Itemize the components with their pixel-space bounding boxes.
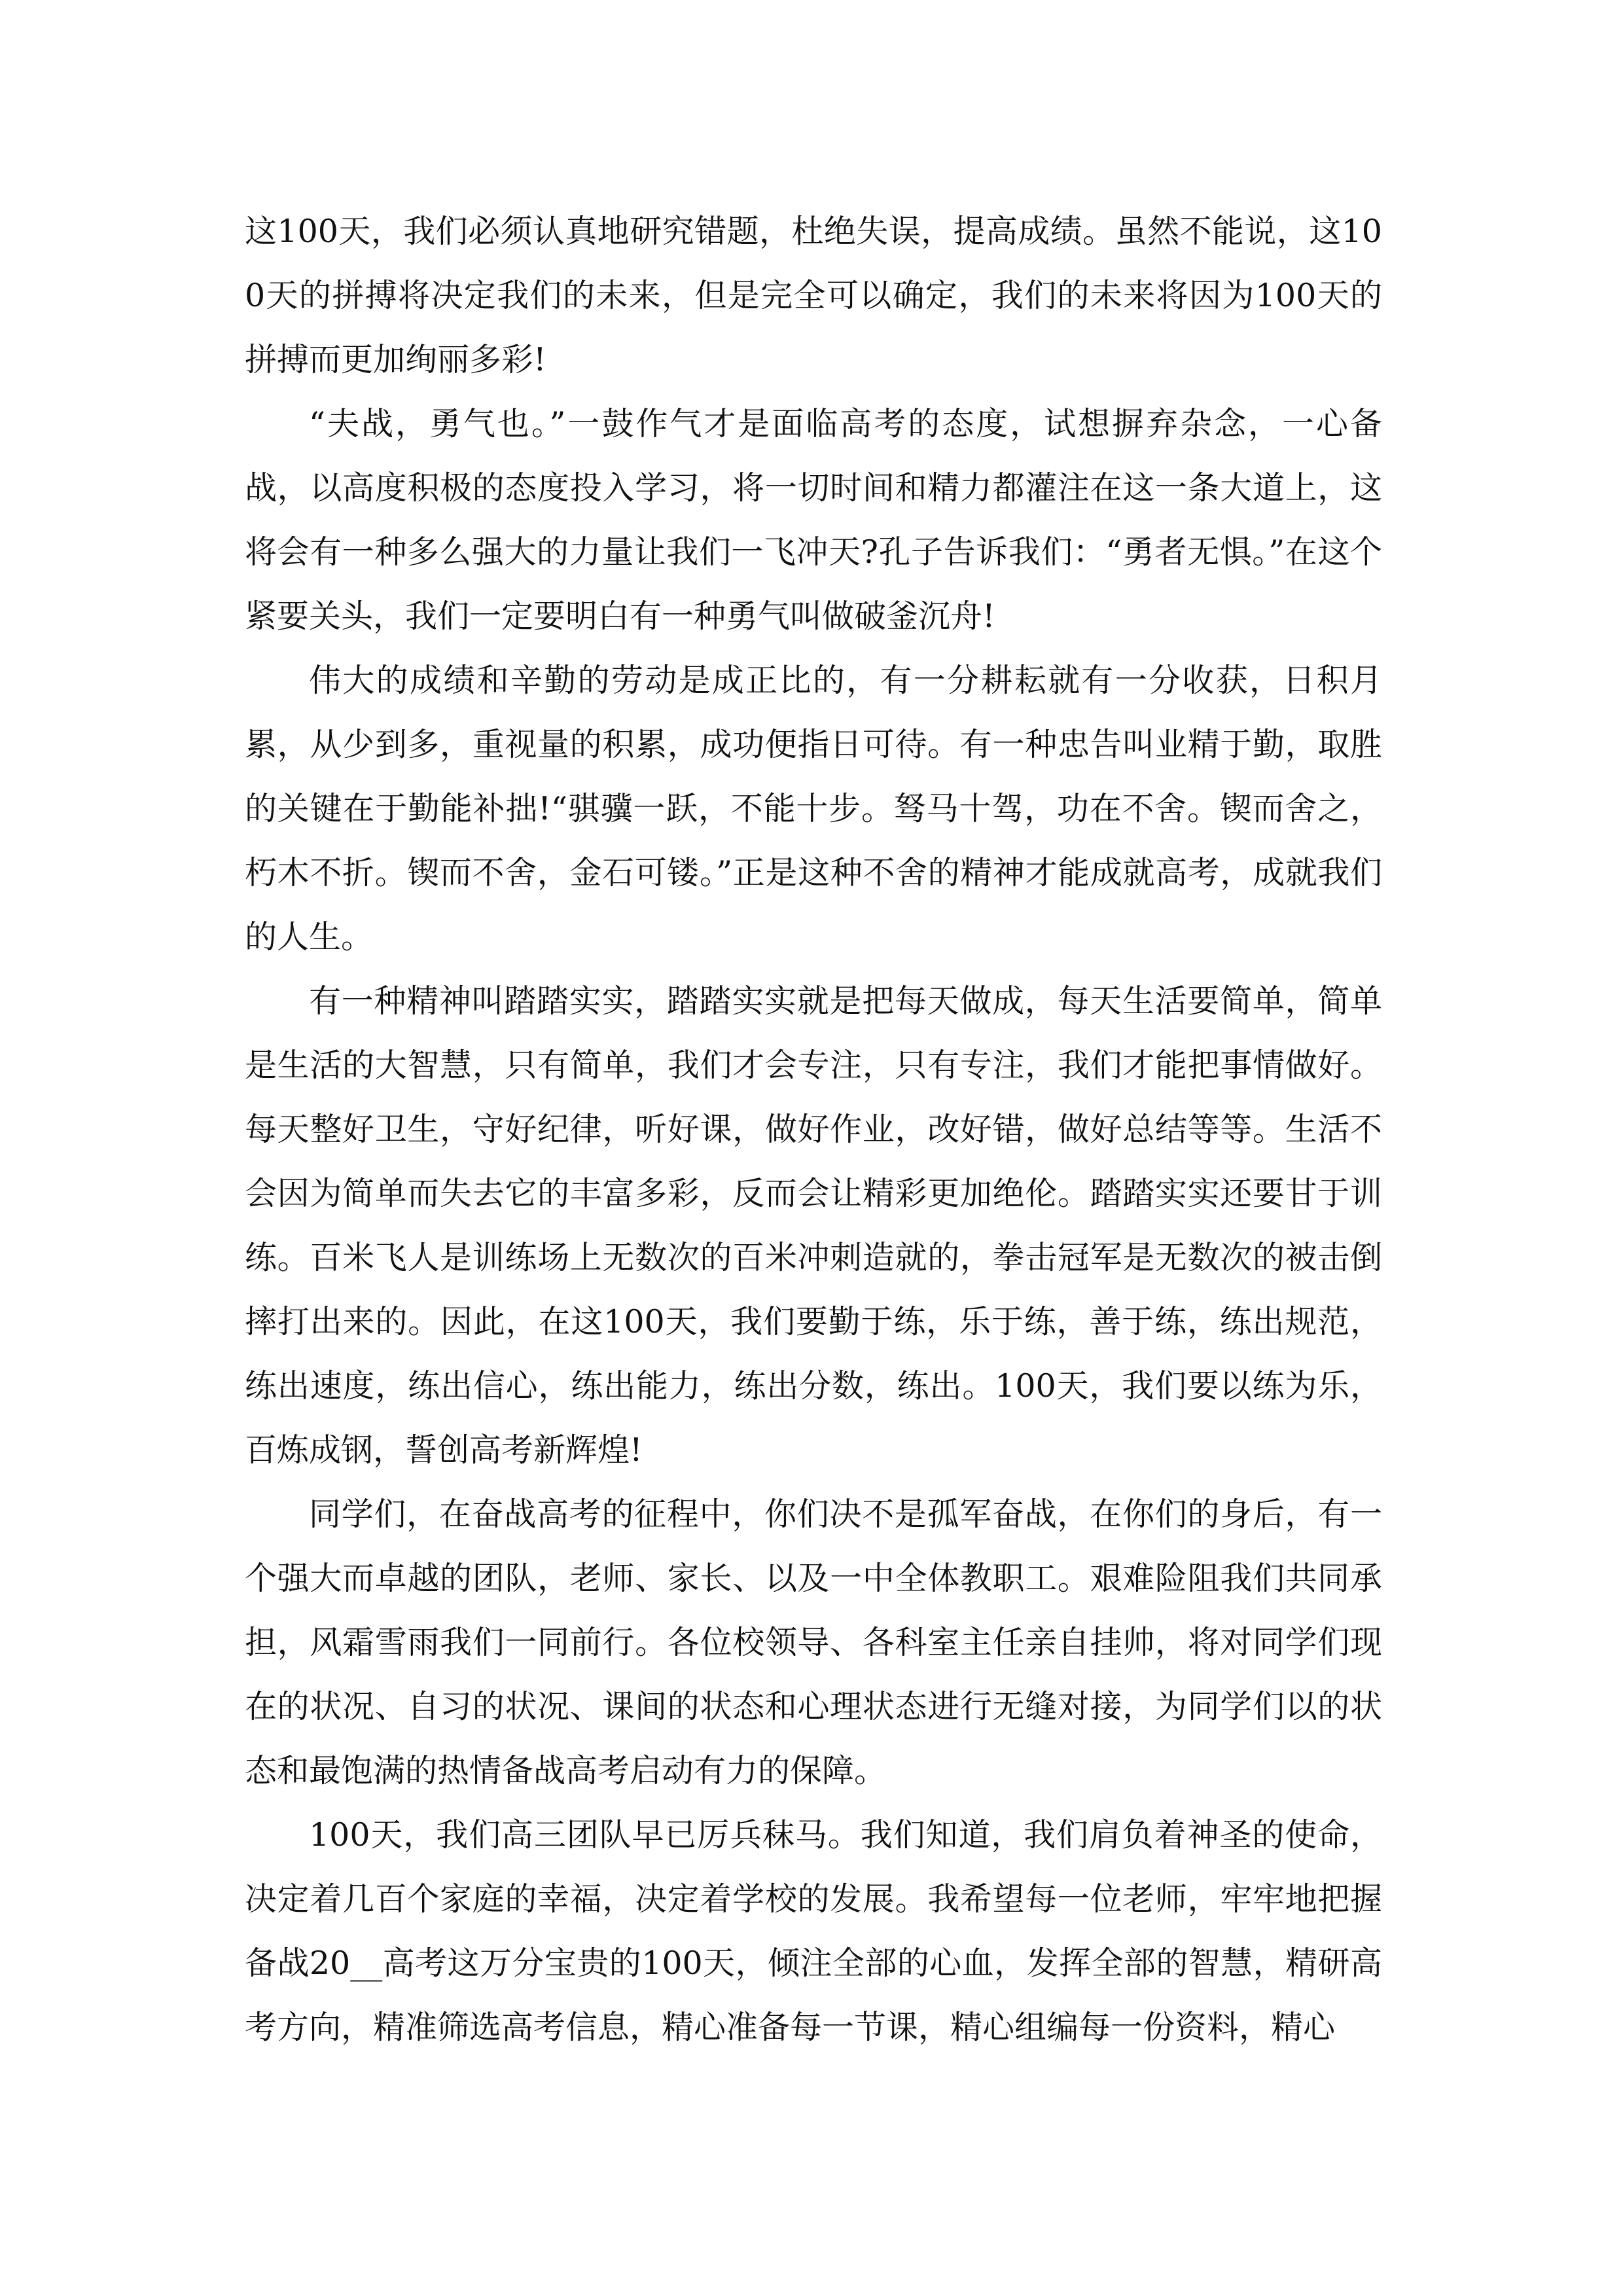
paragraph: 同学们，在奋战高考的征程中，你们决不是孤军奋战，在你们的身后，有一个强大而卓越的团队，老师、家长、以及一中全体教职工。艰难险阻我们共同承担，风霜雪雨我们一同前行。各位校领导、各科室主任亲自挂帅，将对同学们现在的状况、自习的状况、课间的状态和心理状态进行无缝对接，为同学们以的状态和最饱满的热情备战高考启动有力的保障。 [245, 1496, 1382, 1789]
document-body [245, 200, 1382, 2060]
paragraph: “夫战，勇气也。”一鼓作气才是面临高考的态度，试想摒弃杂念，一心备战，以高度积极的态度投入学习，将一切时间和精力都灌注在这一条大道上，这将会有一种多么强大的力量让我们一飞冲天?孔子告诉我们：“勇者无惧。”在这个紧要关头，我们一定要明白有一种勇气叫做破釜沉舟! [245, 405, 1382, 635]
paragraph: 伟大的成绩和辛勤的劳动是成正比的，有一分耕耘就有一分收获，日积月累，从少到多，重视量的积累，成功便指日可待。有一种忠告叫业精于勤，取胜的关键在于勤能补拙!“骐骥一跃，不能十步。驽马十驾，功在不舍。锲而舍之，朽木不折。锲而不舍，金石可镂。”正是这种不舍的精神才能成就高考，成就我们的人生。 [245, 662, 1382, 956]
paragraph: 有一种精神叫踏踏实实，踏踏实实就是把每天做成，每天生活要简单，简单是生活的大智慧，只有简单，我们才会专注，只有专注，我们才能把事情做好。每天整好卫生，守好纪律，听好课，做好作业，改好错，做好总结等等。生活不会因为简单而失去它的丰富多彩，反而会让精彩更加绝伦。踏踏实实还要甘于训练。百米飞人是训练场上无数次的百米冲刺造就的，拳击冠军是无数次的被击倒摔打出来的。因此，在这100天，我们要勤于练，乐于练，善于练，练出规范，练出速度，练出信心，练出能力，练出分数，练出。100天，我们要以练为乐，百炼成钢，誓创高考新辉煌! [245, 982, 1382, 1469]
paragraph: 这100天，我们必须认真地研究错题，杜绝失误，提高成绩。虽然不能说，这100天的拼搏将决定我们的未来，但是完全可以确定，我们的未来将因为100天的拼搏而更加绚丽多彩! [245, 213, 1382, 378]
paragraph: 100天，我们高三团队早已厉兵秣马。我们知道，我们肩负着神圣的使命，决定着几百个家庭的幸福，决定着学校的发展。我希望每一位老师，牢牢地把握备战20__高考这万分宝贵的100天，倾注全部的心血，发挥全部的智慧，精研高考方向，精准筛选高考信息，精心准备每一节课，精心组编每一份资料，精心 [245, 1816, 1382, 2046]
